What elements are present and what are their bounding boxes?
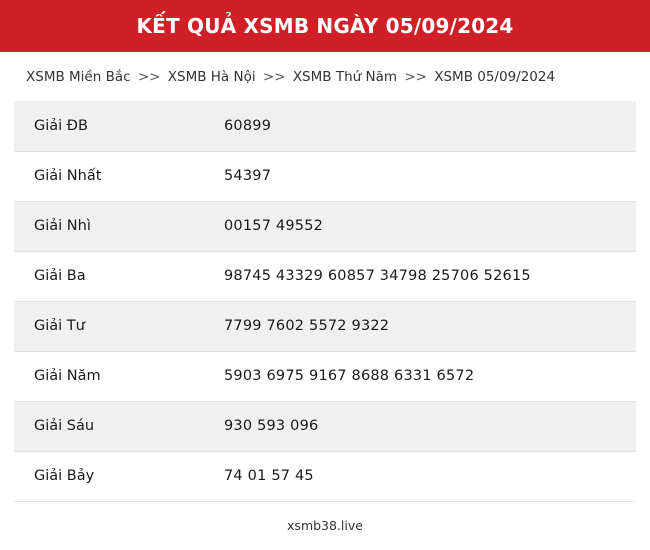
prize-label: Giải Nhì bbox=[14, 201, 224, 251]
breadcrumb-separator: >> bbox=[262, 69, 286, 85]
page-header bbox=[0, 0, 650, 52]
prize-numbers: 98745 43329 60857 34798 25706 52615 bbox=[224, 251, 636, 301]
prize-label: Giải ĐB bbox=[14, 101, 224, 151]
breadcrumb bbox=[0, 52, 650, 101]
prize-numbers: 5903 6975 9167 8688 6331 6572 bbox=[224, 351, 636, 401]
prize-label: Giải Nhất bbox=[14, 151, 224, 201]
table-row bbox=[14, 301, 636, 351]
prize-label: Giải Ba bbox=[14, 251, 224, 301]
table-row bbox=[14, 451, 636, 501]
prize-label: Giải Sáu bbox=[14, 401, 224, 451]
table-row bbox=[14, 251, 636, 301]
site-name: xsmb38.live bbox=[287, 518, 363, 534]
table-row bbox=[14, 151, 636, 201]
prize-numbers: 60899 bbox=[224, 101, 636, 151]
breadcrumb-separator: >> bbox=[137, 69, 161, 85]
breadcrumb-item-weekday[interactable]: XSMB Thứ Năm bbox=[292, 69, 398, 85]
table-row bbox=[14, 351, 636, 401]
prize-label: Giải Năm bbox=[14, 351, 224, 401]
prize-numbers: 74 01 57 45 bbox=[224, 451, 636, 501]
prize-numbers: 7799 7602 5572 9322 bbox=[224, 301, 636, 351]
prize-numbers: 54397 bbox=[224, 151, 636, 201]
table-row bbox=[14, 101, 636, 151]
breadcrumb-item-city[interactable]: XSMB Hà Nội bbox=[167, 69, 256, 85]
table-row bbox=[14, 401, 636, 451]
table-row bbox=[14, 201, 636, 251]
breadcrumb-item-date[interactable]: XSMB 05/09/2024 bbox=[434, 69, 556, 85]
prize-numbers: 930 593 096 bbox=[224, 401, 636, 451]
page-footer bbox=[0, 502, 650, 550]
prize-numbers: 00157 49552 bbox=[224, 201, 636, 251]
breadcrumb-item-region[interactable]: XSMB Miền Bắc bbox=[26, 69, 131, 85]
breadcrumb-separator: >> bbox=[404, 69, 427, 85]
page-title: KẾT QUẢ XSMB NGÀY 05/09/2024 bbox=[136, 14, 514, 38]
prize-label: Giải Tư bbox=[14, 301, 224, 351]
prize-label: Giải Bảy bbox=[14, 451, 224, 501]
results-table bbox=[14, 101, 636, 502]
